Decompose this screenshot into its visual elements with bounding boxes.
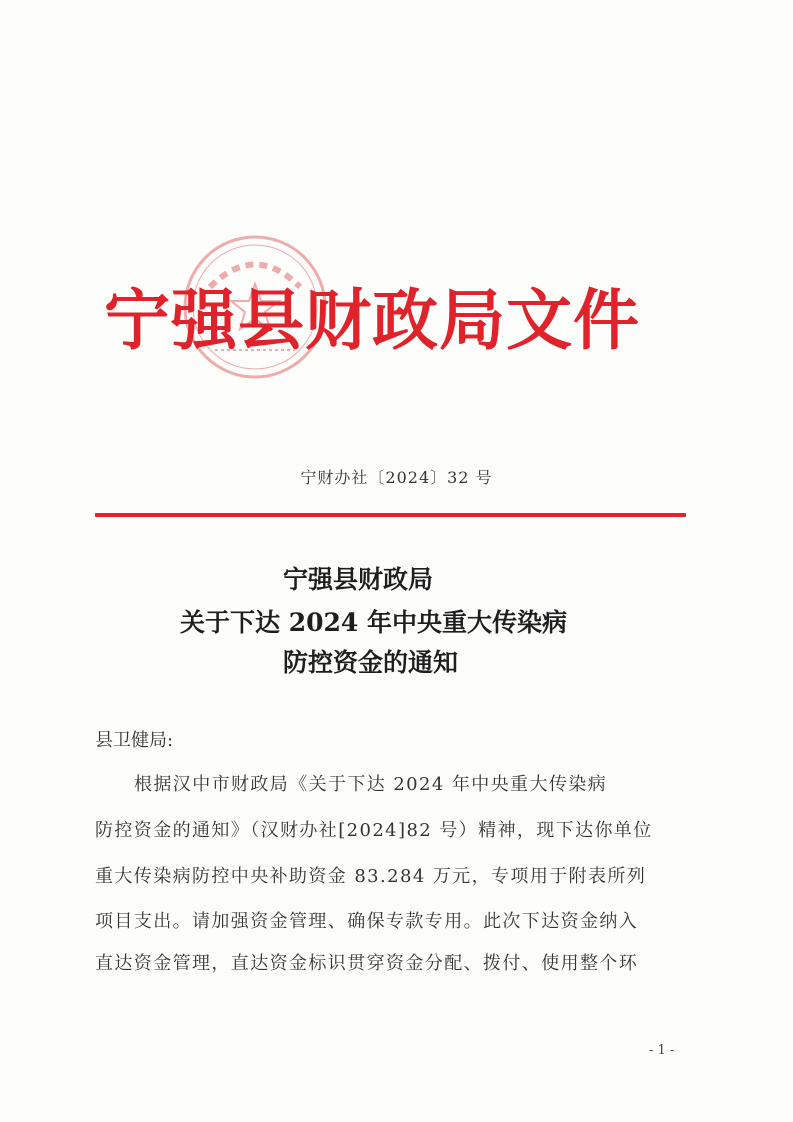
salutation: 县卫健局:: [95, 730, 174, 751]
document-header-title: 宁强县财政局文件: [104, 282, 640, 359]
notice-title-line-2: 关于下达 2024 年中央重大传染病: [180, 608, 567, 637]
red-divider-line: [95, 513, 686, 517]
document-number: 宁财办社〔2024〕32 号: [300, 468, 493, 487]
body-line-3: 重大传染病防控中央补助资金 83.284 万元，专项用于附表所列: [95, 866, 647, 887]
body-line-2: 防控资金的通知》（汉财办社[2024]82 号）精神，现下达你单位: [95, 820, 653, 841]
body-line-5: 直达资金管理，直达资金标识贯穿资金分配、拨付、使用整个环: [95, 953, 639, 974]
body-line-1: 根据汉中市财政局《关于下达 2024 年中央重大传染病: [134, 774, 608, 795]
notice-title-line-3: 防控资金的通知: [283, 648, 459, 677]
notice-title-line-1: 宁强县财政局: [283, 565, 434, 594]
body-line-4: 项目支出。请加强资金管理、确保专款专用。此次下达资金纳入: [95, 911, 639, 932]
page-number: - 1 -: [649, 1043, 675, 1058]
